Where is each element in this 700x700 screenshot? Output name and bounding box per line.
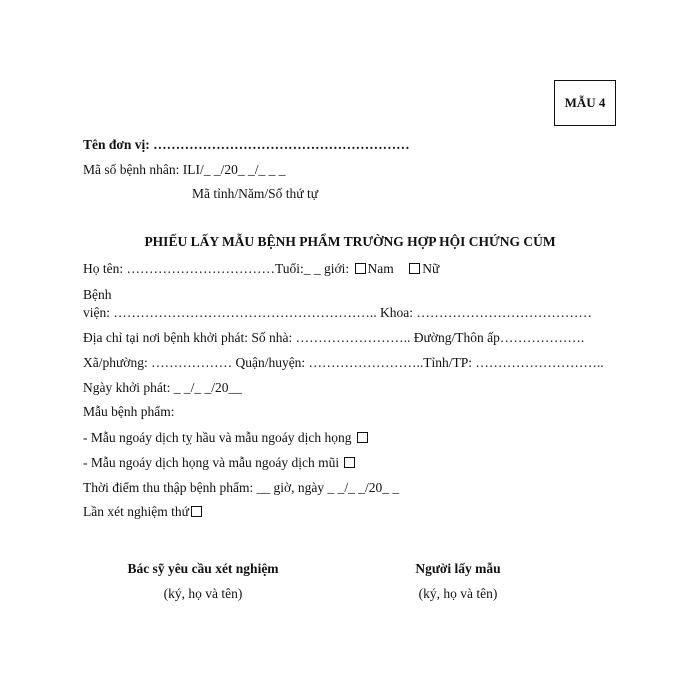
- specimen-option-2-checkbox[interactable]: [344, 457, 355, 468]
- name-age-label: Họ tên: ……………………………Tuổi:_ _ giới:: [83, 261, 350, 276]
- doctor-signature-title: Bác sỹ yêu cầu xét nghiệm: [127, 561, 279, 576]
- unit-name-line: Tên đơn vị: …………………………………………………: [83, 137, 410, 152]
- collection-time-line: Thời điểm thu thập bệnh phẩm: __ giờ, ngày _ _/_ _/20_ _: [83, 480, 400, 495]
- form-title: PHIẾU LẤY MẪU BỆNH PHẨM TRƯỜNG HỢP HỘI CHỨNG CÚM: [144, 234, 556, 249]
- test-number-checkbox[interactable]: [191, 506, 202, 517]
- specimen-option-1-checkbox[interactable]: [357, 432, 368, 443]
- female-label: Nữ: [422, 261, 440, 276]
- form-code-box: [554, 80, 616, 126]
- specimen-option-2: [83, 455, 357, 471]
- hospital-department-line: viện: ………………………………………………….. Khoa: …………………………………: [83, 305, 592, 320]
- specimen-option-2-label: - Mẫu ngoáy dịch họng và mẫu ngoáy dịch mũi: [83, 455, 340, 470]
- collector-signature-note: (ký, họ và tên): [418, 586, 498, 601]
- specimen-option-1-label: - Mẫu ngoáy dịch tỵ hầu và mẫu ngoáy dịch họng: [83, 430, 352, 445]
- specimen-label: Mẫu bệnh phẩm:: [83, 404, 175, 419]
- doctor-signature-note: (ký, họ và tên): [163, 586, 243, 601]
- ward-district-province-line: Xã/phường: ……………… Quận/huyện: ……………………..Tỉnh/TP: ………………………..: [83, 355, 604, 370]
- test-number-label: Lần xét nghiệm thứ: [83, 504, 189, 519]
- collector-signature-title: Người lấy mẫu: [415, 561, 501, 576]
- onset-date-line: Ngày khởi phát: _ _/_ _/20__: [83, 380, 243, 395]
- patient-id-line: Mã số bệnh nhân: ILI/_ _/20_ _/_ _ _: [83, 162, 286, 177]
- address-line: Địa chỉ tại nơi bệnh khởi phát: Số nhà: …………………….. Đường/Thôn ấp……………….: [83, 330, 585, 345]
- male-checkbox[interactable]: [355, 263, 366, 274]
- test-number-row: [83, 504, 204, 520]
- patient-id-hint: Mã tỉnh/Năm/Số thứ tự: [192, 186, 319, 201]
- name-age-gender-row: [83, 261, 439, 277]
- specimen-option-1: [83, 430, 370, 446]
- female-checkbox[interactable]: [409, 263, 420, 274]
- hospital-label: Bệnh: [83, 287, 112, 302]
- form-code: MẪU 4: [564, 95, 606, 110]
- male-label: Nam: [367, 261, 394, 276]
